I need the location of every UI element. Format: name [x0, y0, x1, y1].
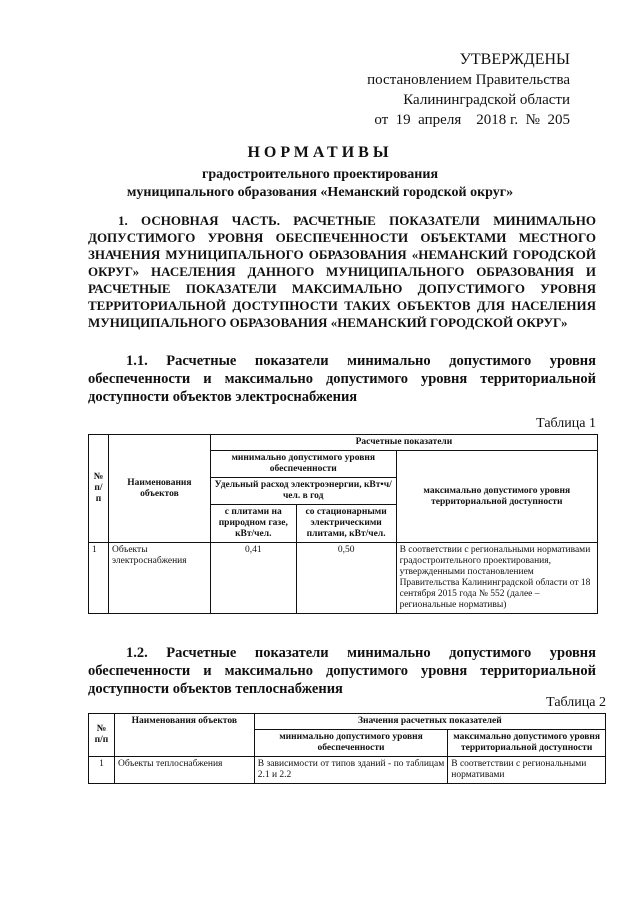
table-2-header-num: № п/п: [89, 714, 115, 757]
table-2: [88, 713, 606, 784]
table-1-header-calc: Расчетные показатели: [210, 435, 597, 451]
table-1: [88, 434, 598, 614]
approval-date: от 19 апреля 2018 г. № 205: [374, 112, 570, 128]
paragraph-1-2: 1.2. Расчетные показатели минимально допустимого уровня обеспеченности и максимально допустимого уровня территориальной доступности объектов теплоснабжения: [88, 645, 596, 697]
section-heading: 1. ОСНОВНАЯ ЧАСТЬ. РАСЧЕТНЫЕ ПОКАЗАТЕЛИ МИНИМАЛЬНО ДОПУСТИМОГО УРОВНЯ ОБЕСПЕЧЕННОСТИ ОБЪЕКТАМИ МЕСТНОГО ЗНАЧЕНИЯ МУНИЦИПАЛЬНОГО ОБРАЗОВАНИЯ «НЕМАНСКИЙ ГОРОДСКОЙ ОКРУГ» НАСЕЛЕНИЯ ДАННОГО МУНИЦИПАЛЬНОГО ОБРАЗОВАНИЯ И РАСЧЕТНЫЕ ПОКАЗАТЕЛИ МАКСИМАЛЬНО ДОПУСТИМОГО УРОВНЯ ТЕРРИТОРИАЛЬНОЙ ДОСТУПНОСТИ ТАКИХ ОБЪЕКТОВ ДЛЯ НАСЕЛЕНИЯ МУНИЦИПАЛЬНОГО ОБРАЗОВАНИЯ «НЕМАНСКИЙ ГОРОДСКОЙ ОКРУГ»: [88, 213, 596, 330]
table-row: [89, 543, 598, 614]
table-1-cell-max: В соответствии с региональными нормативами градостроительного проектирования, утвержденными постановлением Правительства Калининградской области от 18 сентября 2015 года № 552 (далее – региональные нормативы): [396, 543, 597, 614]
document-title: НОРМАТИВЫ: [247, 144, 393, 161]
table-1-header-electric: со стационарными электрическими плитами, кВт/чел.: [296, 505, 396, 543]
table-1-header-specific: Удельный расход электроэнергии, кВт•ч/чел. в год: [210, 478, 396, 505]
table-1-cell-name: Объекты электроснабжения: [108, 543, 210, 614]
approval-title: УТВЕРЖДЕНЫ: [459, 51, 570, 68]
approval-block: [367, 50, 570, 130]
table-1-cell-gas: 0,41: [210, 543, 296, 614]
table-1-header-min: минимально допустимого уровня обеспеченности: [210, 451, 396, 478]
paragraph-1-1: 1.1. Расчетные показатели минимально допустимого уровня обеспеченности и максимально допустимого уровня территориальной доступности объектов электроснабжения: [88, 353, 596, 405]
table-1-cell-num: 1: [89, 543, 109, 614]
table-1-header-name: Наименования объектов: [108, 435, 210, 543]
approval-line-3: Калининградской области: [403, 92, 570, 108]
table-2-header-min: минимально допустимого уровня обеспеченности: [254, 730, 448, 757]
table-2-caption: Таблица 2: [546, 695, 606, 710]
approval-line-2: постановлением Правительства: [367, 72, 570, 88]
table-1-header-num: № п/п: [89, 435, 109, 543]
table-1-caption: Таблица 1: [536, 416, 596, 431]
table-1-cell-electric: 0,50: [296, 543, 396, 614]
table-2-cell-max: В соответствии с региональными нормативами: [448, 757, 606, 784]
table-2-cell-name: Объекты теплоснабжения: [114, 757, 254, 784]
table-2-header-max: максимально допустимого уровня территориальной доступности: [448, 730, 606, 757]
table-2-cell-min: В зависимости от типов зданий - по таблицам 2.1 и 2.2: [254, 757, 448, 784]
table-1-header-gas: с плитами на природном газе, кВт/чел.: [210, 505, 296, 543]
table-2-header-values: Значения расчетных показателей: [254, 714, 605, 730]
document-subtitle-1: градостроительного проектирования: [201, 167, 439, 182]
table-2-cell-num: 1: [89, 757, 115, 784]
table-2-header-name: Наименования объектов: [114, 714, 254, 757]
table-1-header-max: максимально допустимого уровня территориальной доступности: [396, 451, 597, 543]
table-row: [89, 757, 606, 784]
document-subtitle-2: муниципального образования «Неманский городской округ»: [126, 185, 514, 200]
